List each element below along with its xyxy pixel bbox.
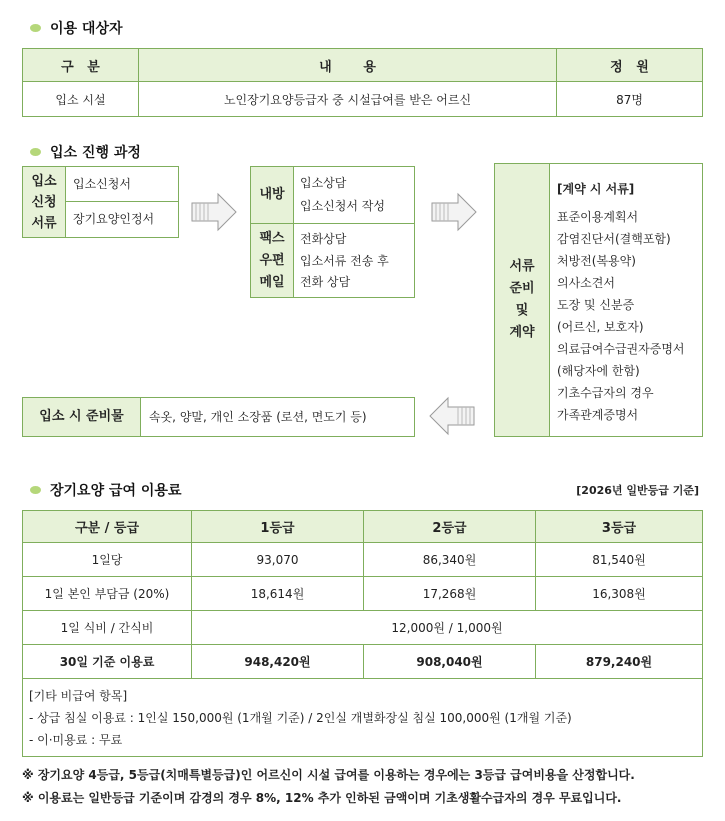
- contract-doc-item: 기초수급자의 경우: [557, 386, 654, 400]
- application-docs-label: 입소 신청 서류: [23, 167, 65, 237]
- fee-cell: 17,268원: [364, 577, 536, 611]
- extra-fees-line: - 상급 침실 이용료 : 1인실 150,000원 (1개월 기준) / 2인실 개별화장실 침실 100,000원 (1개월 기준): [29, 710, 572, 725]
- fax-item-phone-consult: 전화 상담: [300, 275, 351, 289]
- contract-doc-item: (어르신, 보호자): [557, 320, 644, 334]
- contract-doc-item: 가족관계증명서: [557, 408, 639, 422]
- section-title-admission-process: 입소 진행 과정: [30, 142, 141, 162]
- fee-header-grade3: 3등급: [536, 511, 703, 543]
- fee-total-cell: 879,240원: [536, 645, 703, 679]
- contract-label: 서류 준비 및 계약: [495, 164, 549, 436]
- arrow-left-icon: [428, 396, 476, 436]
- contract-doc-item: 표준이용계획서: [557, 210, 639, 224]
- contract-doc-item: 의사소견서: [557, 276, 615, 290]
- fee-header-grade2: 2등급: [364, 511, 536, 543]
- contract-doc-item: 처방전(복용약): [557, 254, 636, 268]
- application-docs-box: [22, 166, 179, 238]
- doc-item-ltc-certificate: 장기요양인정서: [73, 212, 155, 226]
- cell-category: 입소 시설: [23, 82, 139, 117]
- section-title-eligibility: 이용 대상자: [30, 18, 123, 38]
- fax-item-phone: 전화상담: [300, 232, 347, 246]
- fee-row-label-total: 30일 기준 이용료: [23, 645, 192, 679]
- fee-header-category: 구분 / 등급: [23, 511, 192, 543]
- visit-label: 내방: [251, 167, 293, 223]
- bullet-dot-icon: [30, 486, 41, 494]
- fee-row-label: 1일 본인 부담금 (20%): [23, 577, 192, 611]
- fee-header-grade1: 1등급: [192, 511, 364, 543]
- contract-doc-item: 감염진단서(결핵포함): [557, 232, 671, 246]
- visit-item-application: 입소신청서 작성: [300, 199, 385, 213]
- extra-fees-cell: [23, 679, 703, 757]
- footnote: ※ 이용료는 일반등급 기준이며 감경의 경우 8%, 12% 추가 인하된 금액이며 기초생활수급자의 경우 무료입니다.: [22, 791, 622, 805]
- contract-doc-item: 의료급여수급권자증명서: [557, 342, 685, 356]
- footnote: ※ 장기요양 4등급, 5등급(치매특별등급)인 어르신이 시설 급여를 이용하는 경우에는 3등급 급여비용을 산정합니다.: [22, 768, 635, 782]
- header-content: 내 용: [139, 49, 557, 82]
- extra-fees-line: - 이·미용료 : 무료: [29, 732, 123, 747]
- section-title-fees: 장기요양 급여 이용료: [30, 480, 181, 500]
- visit-item-consultation: 입소상담: [300, 176, 347, 190]
- fee-total-cell: 948,420원: [192, 645, 364, 679]
- extra-fees-heading: [기타 비급여 항목]: [29, 688, 128, 703]
- arrow-right-icon: [190, 192, 238, 232]
- fax-item-send-docs: 입소서류 전송 후: [300, 254, 389, 268]
- contract-doc-item: 도장 및 신분증: [557, 298, 635, 312]
- contract-docs-box: [494, 163, 703, 437]
- consultation-box: [250, 166, 415, 298]
- supplies-text: 속옷, 양말, 개인 소장품 (로션, 면도기 등): [149, 410, 367, 424]
- fee-row-label: 1일당: [23, 543, 192, 577]
- eligibility-table: [22, 48, 703, 117]
- fee-cell: 86,340원: [364, 543, 536, 577]
- bullet-dot-icon: [30, 148, 41, 156]
- fax-mail-label: 팩스 우편 메일: [251, 224, 293, 297]
- contract-doc-item: (해당자에 한함): [557, 364, 640, 378]
- cell-content: 노인장기요양등급자 중 시설급여를 받은 어르신: [139, 82, 557, 117]
- fee-table: [22, 510, 703, 757]
- fee-basis-label: [2026년 일반등급 기준]: [576, 484, 699, 497]
- doc-item-application-form: 입소신청서: [73, 177, 131, 191]
- bullet-dot-icon: [30, 24, 41, 32]
- fee-cell: 18,614원: [192, 577, 364, 611]
- cell-capacity: 87명: [557, 82, 703, 117]
- fee-total-cell: 908,040원: [364, 645, 536, 679]
- supplies-box: [22, 397, 415, 437]
- contract-docs-heading: [계약 시 서류]: [557, 182, 635, 196]
- header-category: 구 분: [23, 49, 139, 82]
- fee-row-label: 1일 식비 / 간식비: [23, 611, 192, 645]
- header-capacity: 정 원: [557, 49, 703, 82]
- fee-cell: 16,308원: [536, 577, 703, 611]
- fee-cell: 93,070: [192, 543, 364, 577]
- fee-cell-meal: 12,000원 / 1,000원: [192, 611, 703, 645]
- supplies-label: 입소 시 준비물: [23, 398, 140, 436]
- arrow-right-icon: [430, 192, 478, 232]
- fee-cell: 81,540원: [536, 543, 703, 577]
